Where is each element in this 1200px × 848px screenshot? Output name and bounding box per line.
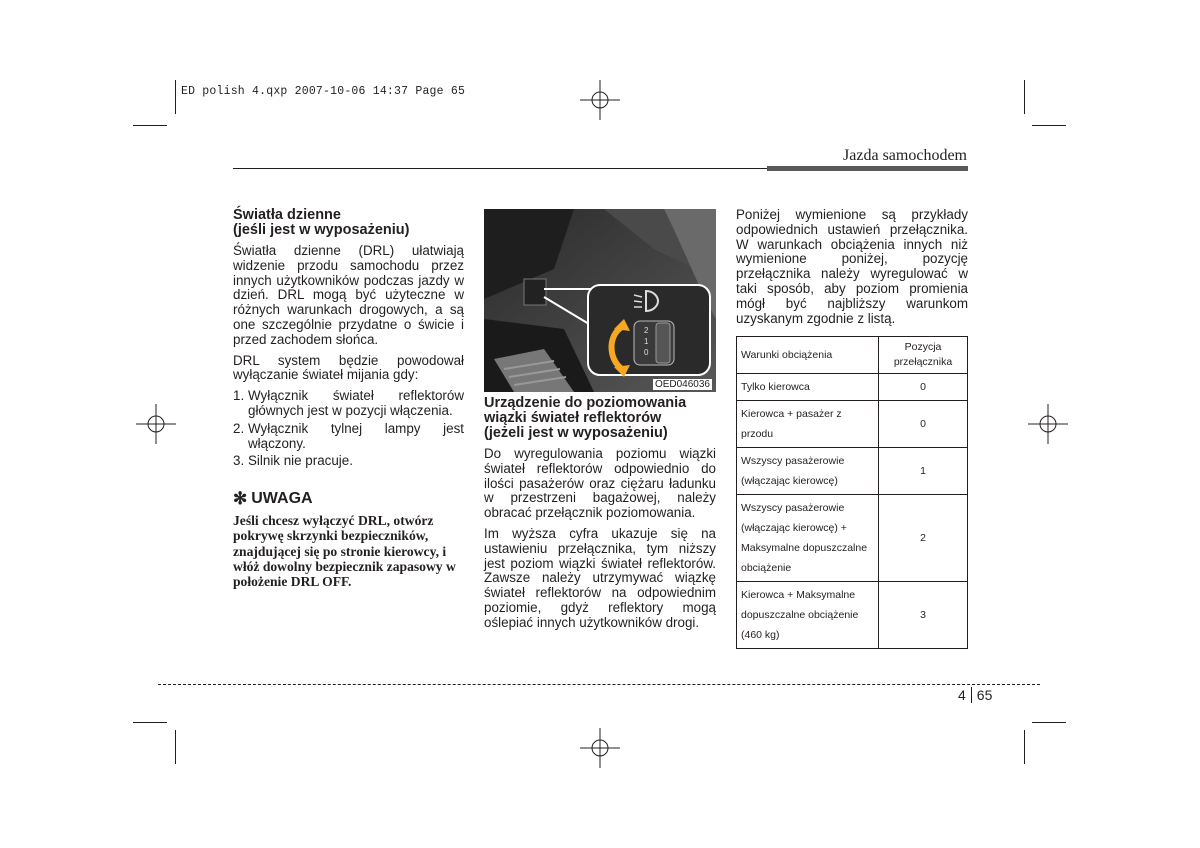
column-headlight-leveling: [484, 396, 716, 631]
table-header-cell: Warunki obciążenia: [737, 337, 879, 374]
registration-mark-bottom: [576, 728, 624, 768]
list-item: 1. Wyłącznik świateł reflektorów głównych jest w pozycji włączenia.: [233, 388, 464, 418]
chapter-number: 4: [958, 687, 966, 703]
section-heading-drl: Światła dzienne (jeśli jest w wyposażeniu): [233, 207, 410, 238]
list-item: 2. Wyłącznik tylnej lampy jest włączony.: [233, 420, 464, 451]
page-number-value: 65: [976, 687, 993, 703]
page-number: [958, 687, 992, 703]
figure-code: OED046036: [654, 379, 710, 390]
column-daytime-lights: [233, 208, 464, 589]
dashboard-illustration: [484, 209, 716, 392]
dial-mark: 1: [644, 337, 649, 346]
registration-mark-top: [576, 80, 624, 120]
table-row: Wszyscy pasażerowie (włączając kierowcę) 1: [737, 448, 968, 495]
table-row: Kierowca + Maksymalne dopuszczalne obciążenie (460 kg) 3: [737, 582, 968, 649]
print-slug: ED polish 4.qxp 2007-10-06 14:37 Page 65: [181, 85, 466, 98]
headlight-leveling-switch-figure: [484, 209, 716, 392]
dial-mark: 0: [644, 348, 649, 357]
drl-intro-paragraph: Światła dzienne (DRL) ułatwiają widzenie przodu samochodu przez innych użytkowników podczas jazdy w dzień. DRL mogą być użyteczne w różnych warunkach drogowych, a są one szczególnie przydatne o świcie i przed zachodem słońca.: [233, 243, 464, 347]
page-number-divider: [971, 687, 972, 703]
table-header-cell: Pozycja przełącznika: [879, 337, 968, 374]
leveling-paragraph-1: Do wyregulowania poziomu wiązki świateł reflektorów odpowiednio do ilości pasażerów oraz ciężaru ładunku w przestrzeni bagażowej, należy obracać przełącznik poziomowania.: [484, 446, 716, 521]
settings-intro-paragraph: Poniżej wymienione są przykłady odpowiednich ustawień przełącznika. W warunkach obciążenia innych niż wymienione poniżej, pozycję przełącznika należy wyregulować w taki sposób, aby poziom promienia mógł być najbliższy warunkom uzyskanym zgodnie z listą.: [736, 207, 968, 326]
footer-dashed-rule: [158, 684, 1040, 685]
caution-heading: ✻ UWAGA: [233, 489, 313, 509]
chapter-header-title: Jazda samochodem: [843, 147, 967, 164]
asterisk-caution-icon: ✻: [233, 489, 248, 509]
drl-condition-list: [233, 389, 464, 469]
table-row: Tylko kierowca 0: [737, 374, 968, 401]
section-heading-leveling: Urządzenie do poziomowania wiązki świateł reflektorów (jeżeli jest w wyposażeniu): [484, 395, 687, 441]
registration-mark-left: [136, 404, 176, 444]
load-position-table: [736, 336, 968, 649]
leveling-paragraph-2: Im wyższa cyfra ukazuje się na ustawieniu przełącznika, tym niższy jest poziom wiązki świateł reflektorów. Zawsze należy utrzymywać wiązkę świateł reflektorów na odpowiednim poziomie, gdyż reflektory mogą oślepiać innych użytkowników drogi.: [484, 525, 716, 630]
caution-text: Jeśli chcesz wyłączyć DRL, otwórz pokrywę skrzynki bezpieczników, znajdującej się po stronie kierowcy, i włóż dowolny bezpiecznik zapasowy w położenie DRL OFF.: [233, 513, 456, 589]
table-header-row: [737, 337, 968, 374]
header-rule-accent: [767, 166, 968, 171]
list-item: 3. Silnik nie pracuje.: [233, 453, 353, 469]
dial-mark: 2: [644, 326, 649, 335]
column-load-settings: [736, 208, 968, 649]
table-row: Wszyscy pasażerowie (włączając kierowcę) + Maksymalne dopuszczalne obciążenie 2: [737, 495, 968, 582]
drl-condition-paragraph: DRL system będzie powodował wyłączanie świateł mijania gdy:: [233, 352, 464, 383]
table-row: Kierowca + pasażer z przodu 0: [737, 401, 968, 448]
registration-mark-right: [1028, 404, 1068, 444]
